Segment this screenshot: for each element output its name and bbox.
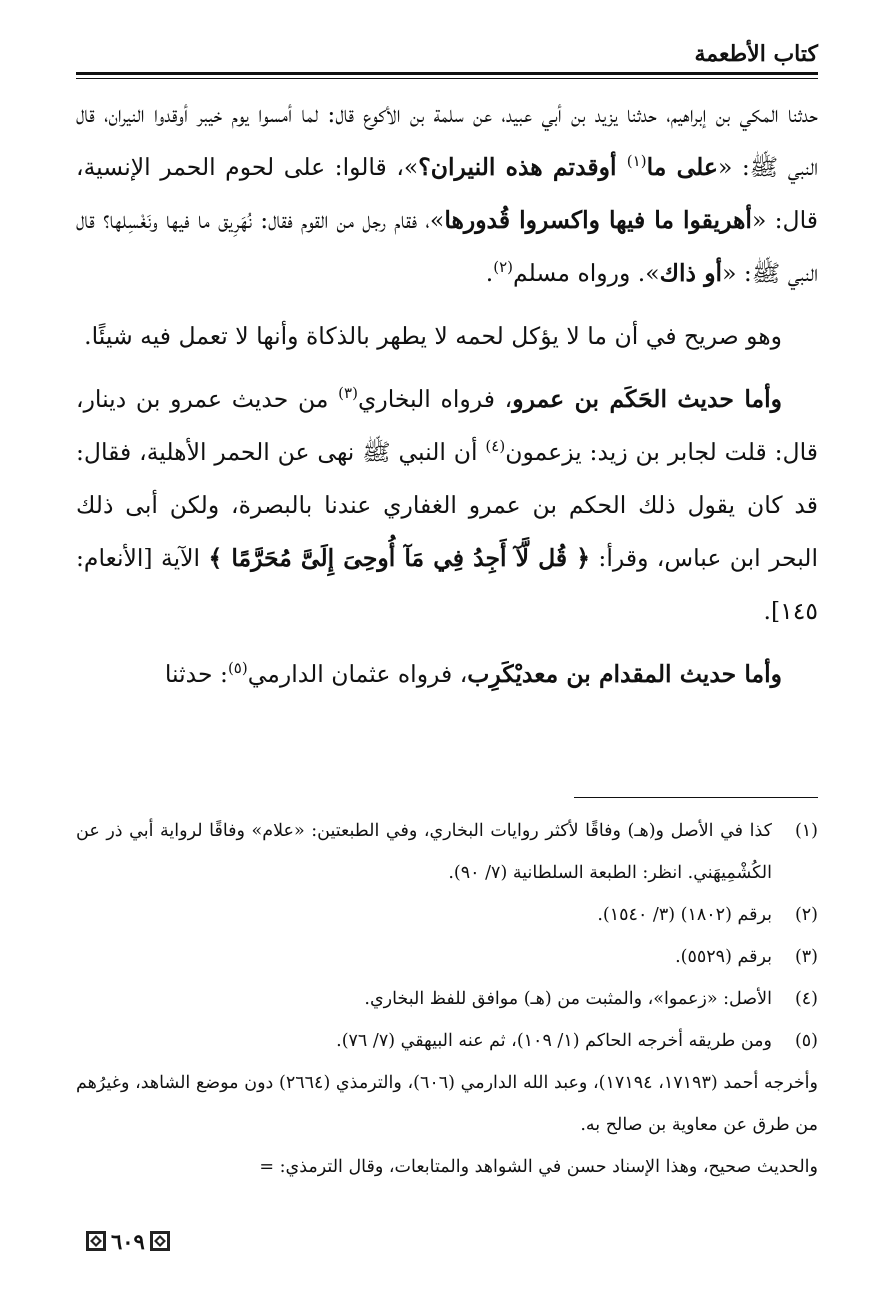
footnote-text: والحديث صحيح، وهذا الإسناد حسن في الشواهد والمتابعات، وقال الترمذي: = [259,1157,818,1177]
footnote-text: الأصل: «زعموا»، والمثبت من (هـ) موافق للفظ البخاري. [364,989,772,1009]
paragraph-text: ». ورواه مسلم [513,259,660,287]
footnote-text: وأخرجه أحمد (١٧١٩٣، ١٧١٩٤)، وعبد الله الدارمي (٦٠٦)، والترمذي (٢٦٦٤) دون موضع الشاهد، وغيرُهم من طرق عن معاوية بن صالح به. [76,1073,818,1135]
footnote-text: ومن طريقه أخرجه الحاكم (١/ ١٠٩)، ثم عنه البيهقي (٧/ ٧٦). [336,1031,772,1051]
footnote-text: كذا في الأصل و(هـ) وفاقًا لأكثر روايات البخاري، وفي الطبعتين: «علام» وفاقًا لرواية أبي ذر عن الكُشْمِيهَني. انظر: الطبعة السلطانية (٧/ ٩٠). [76,821,772,883]
footnote-ref: (١) [626,152,647,171]
paragraph-text: »، قالوا: على لحوم الحمر الإنسية، قال: « [76,153,818,234]
hadith-text-bold: وأما حديث المقدام بن معديْكَرِب [467,660,782,688]
paragraph-text: حدثنا المكي بن إبراهيم، حدثنا يزيد بن أبي عبيد، عن سلمة بن الأكوع قال: لما أمسوا يوم خيبر أوقدوا النيران، قال النبي ﷺ: « [76,100,819,181]
footnote-item [76,1020,818,1062]
paragraph-text: من حديث عمرو بن دينار، قال: قلت لجابر بن زيد: يزعمون [76,385,819,466]
paragraph-text: : حدثنا [164,660,228,688]
paragraph-text: . [485,259,494,287]
footnote-number: (٣) [794,947,818,967]
running-header [76,40,818,72]
footnote-separator [574,797,818,798]
footnote-text: برقم (٥٥٢٩). [675,947,772,967]
body-paragraph [76,648,818,701]
footnote-number: (٢) [794,905,818,925]
diamond-ornament-icon [86,1231,106,1251]
hadith-text-bold: أهريقوا ما فيها واكسروا قُدورها [444,206,752,234]
footnote-number: (٤) [794,989,818,1009]
footnote-item [76,894,818,936]
footnote-continuation [76,1146,818,1188]
footnote-ref: (٢) [493,258,513,277]
hadith-text-bold: أو ذاك [659,259,723,287]
diamond-ornament-icon [150,1231,170,1251]
hadith-text-bold: ﴿ قُل لَّآ أَجِدُ فِي مَآ أُوحِىَ إِلَىَّ مُحَرَّمًا ﴾ [208,544,591,572]
footnote-text: برقم (١٨٠٢) (٣/ ١٥٤٠). [597,905,772,925]
hadith-text-bold: أوقدتم هذه النيران؟ [418,153,627,181]
main-text [76,88,818,711]
footnote-item [76,978,818,1020]
header-rule [76,72,818,75]
paragraph-text: ، فرواه البخاري [357,385,513,413]
footnote-item [76,810,818,894]
footnote-item [76,936,818,978]
paragraph-text: الآية [الأنعام: ١٤٥]. [76,544,818,625]
footnote-ref: (٥) [227,659,248,678]
body-paragraph [76,310,818,363]
paragraph-text: »، فقام رجل من القوم فقال: نُهَرِيق ما فيها ونَغْسِلها؟ قال النبي ﷺ: « [76,206,818,287]
body-paragraph [76,88,818,300]
footnotes [76,810,818,1188]
paragraph-text: وهو صريح في أن ما لا يؤكل لحمه لا يطهر بالذكاة وأنها لا تعمل فيه شيئًا. [84,322,782,350]
paragraph-text: أن النبي ﷺ نهى عن الحمر الأهلية، فقال: قد كان يقول ذلك الحكم بن عمرو الغفاري عندنا بالبصرة، ولكن أبى ذلك البحر ابن عباس، وقرأ: [76,438,818,572]
footnote-continuation [76,1062,818,1146]
footnote-number: (١) [794,821,818,841]
header-rule-thin [76,78,818,79]
footnote-ref: (٣) [338,384,358,403]
body-paragraph [76,373,818,638]
footnote-ref: (٤) [485,437,506,456]
chapter-title: كتاب الأطعمة [694,41,818,67]
page-footer [86,1226,170,1256]
footnote-number: (٥) [794,1031,818,1051]
hadith-text-bold: وأما حديث الحَكَم بن عمرو [512,385,782,413]
page-number: ٦٠٩ [111,1228,145,1254]
paragraph-text: ، فرواه عثمان الدارمي [247,660,468,688]
hadith-text-bold: على ما [646,153,718,181]
